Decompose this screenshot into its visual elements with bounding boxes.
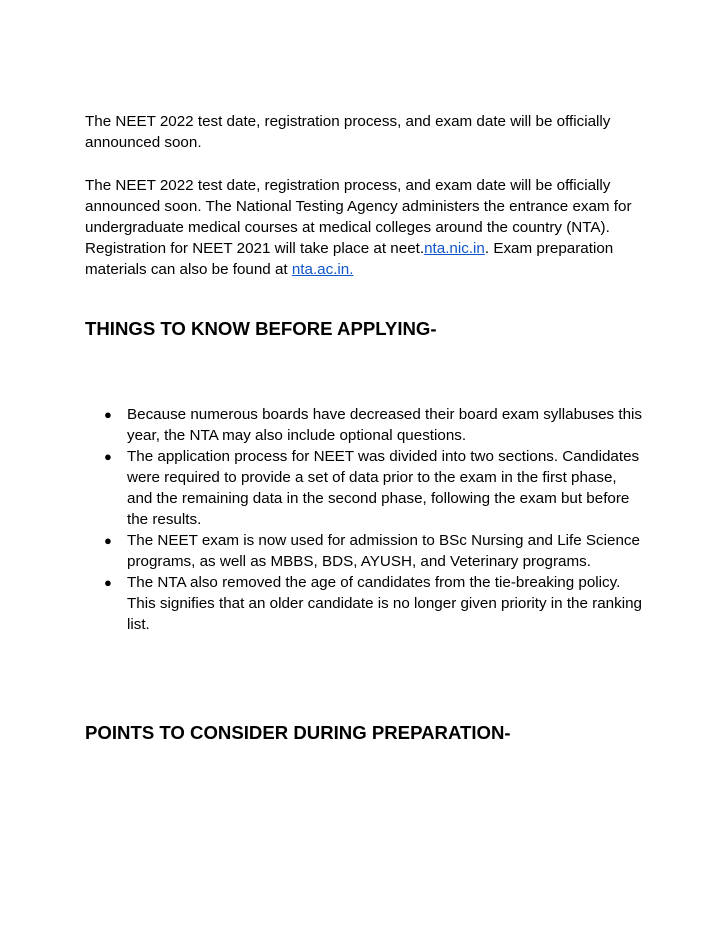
list-item-text: The NTA also removed the age of candidates from the tie-breaking policy. This signifies that an older candidate is no longer given priority in the ranking list. — [127, 574, 642, 633]
nta-nic-link[interactable]: nta.nic.in — [424, 240, 485, 257]
body-text-part-1: The NEET 2022 test date, registration process, and exam date will be officially announced soon. The National Testing Agency administers the entrance exam for undergraduate medical courses at medical colleges around the country (NTA). Registration for NEET 2021 will take place at neet. — [85, 177, 632, 257]
intro-paragraph: The NEET 2022 test date, registration process, and exam date will be officially announced soon. — [85, 113, 611, 151]
list-item-text: Because numerous boards have decreased their board exam syllabuses this year, the NTA may also include optional questions. — [127, 406, 642, 444]
bullet-icon: ● — [104, 533, 112, 548]
bullet-list — [85, 404, 645, 635]
list-item — [85, 572, 645, 635]
list-item-text: The NEET exam is now used for admission to BSc Nursing and Life Science programs, as well as MBBS, BDS, AYUSH, and Veterinary programs. — [127, 532, 640, 570]
section-heading-preparation: POINTS TO CONSIDER DURING PREPARATION- — [85, 722, 511, 743]
section-heading-applying: THINGS TO KNOW BEFORE APPLYING- — [85, 318, 437, 339]
bullet-icon: ● — [104, 407, 112, 422]
list-item — [85, 530, 645, 572]
list-item — [85, 446, 645, 530]
list-item — [85, 404, 645, 446]
bullet-icon: ● — [104, 449, 112, 464]
body-text-part-2: . Exam preparation materials can also be found at — [85, 240, 614, 278]
bullet-icon: ● — [104, 575, 112, 590]
body-paragraph — [85, 175, 645, 280]
list-item-text: The application process for NEET was divided into two sections. Candidates were required to provide a set of data prior to the exam in the first phase, and the remaining data in the second phase, following the exam but before the results. — [127, 448, 640, 528]
nta-ac-link[interactable]: nta.ac.in. — [291, 261, 354, 278]
document-page — [85, 111, 645, 743]
